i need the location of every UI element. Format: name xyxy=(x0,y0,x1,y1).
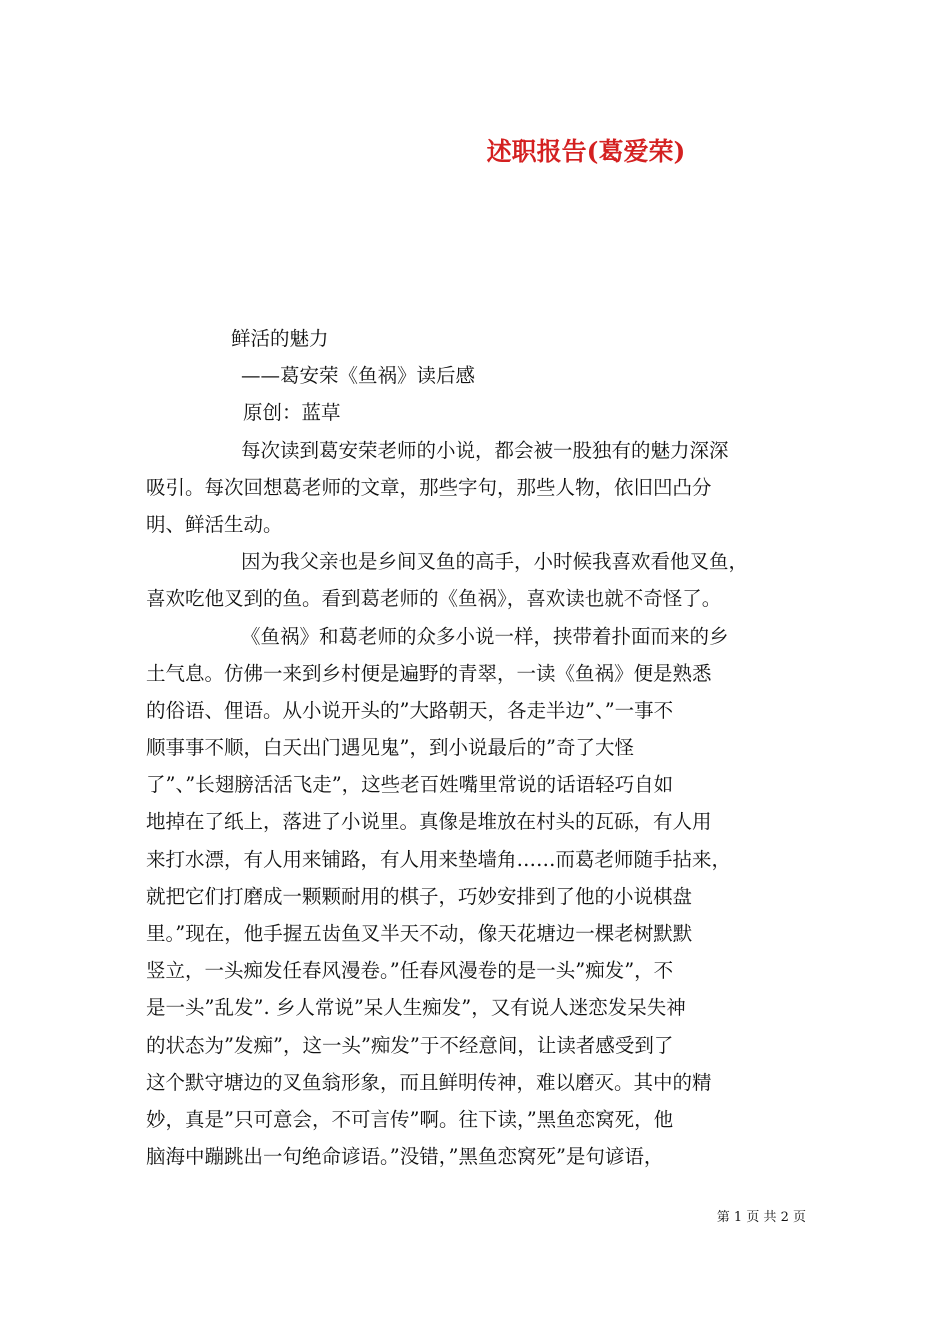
paragraph-line: 的俗语、俚语。从小说开头的”大路朝天，各走半边”、”一事不 xyxy=(146,698,674,722)
paragraph-line: 就把它们打磨成一颗颗耐用的棋子，巧妙安排到了他的小说棋盘 xyxy=(146,884,693,908)
paragraph-line: 里。”现在，他手握五齿鱼叉半天不动，像天花塘边一棵老树默默 xyxy=(146,922,693,945)
paragraph-line: 妙，真是”只可意会，不可言传”啊。往下读，”黑鱼恋窝死，他 xyxy=(146,1107,674,1131)
paragraph-line: 地掉在了纸上，落进了小说里。真像是堆放在村头的瓦砾，有人用 xyxy=(146,810,712,834)
paragraph-line: 因为我父亲也是乡间叉鱼的高手，小时候我喜欢看他叉鱼， xyxy=(241,550,749,574)
paragraph-line: 来打水漂，有人用来铺路，有人用来垫墙角……而葛老师随手拈来， xyxy=(146,847,732,871)
essay-subtitle: ——葛安荣《鱼祸》读后感 xyxy=(241,364,476,388)
paragraph-line: 吸引。每次回想葛老师的文章，那些字句，那些人物，依旧凹凸分 xyxy=(146,475,712,499)
page-number: 第 1 页 共 2 页 xyxy=(716,1210,806,1225)
paragraph-line: 是一头”乱发”. 乡人常说”呆人生痴发”，又有说人迷恋发呆失神 xyxy=(146,996,686,1020)
paragraph-line: 喜欢吃他叉到的鱼。看到葛老师的《鱼祸》，喜欢读也就不奇怪了。 xyxy=(146,587,722,611)
paragraph-line: 土气息。仿佛一来到乡村便是遍野的青翠，一读《鱼祸》便是熟悉 xyxy=(146,661,712,685)
paragraph-line: 脑海中蹦跳出一句绝命谚语。”没错，”黑鱼恋窝死”是句谚语， xyxy=(146,1145,664,1169)
paragraph-line: 了”、”长翅膀活活飞走”，这些老百姓嘴里常说的话语轻巧自如 xyxy=(146,773,674,797)
paragraph-line: 明、鲜活生动。 xyxy=(146,512,283,536)
paragraph-line: 每次读到葛安荣老师的小说，都会被一股独有的魅力深深 xyxy=(241,438,729,462)
document-body xyxy=(146,320,808,1175)
paragraph-line: 这个默守塘边的叉鱼翁形象，而且鲜明传神，难以磨灭。其中的精 xyxy=(146,1070,712,1094)
paragraph-line: 《鱼祸》和葛老师的众多小说一样，挟带着扑面而来的乡 xyxy=(241,624,729,648)
paragraph-line: 顺事事不顺，白天出门遇见鬼”，到小说最后的”奇了大怪 xyxy=(146,736,634,760)
essay-title: 鲜活的魅力 xyxy=(231,327,329,350)
paragraph-line: 的状态为”发痴”，这一头”痴发”于不经意间，让读者感受到了 xyxy=(146,1033,674,1057)
document-title: 述职报告(葛爱荣) xyxy=(486,137,686,166)
paragraph-line: 竖立，一头痴发任春风漫卷。”任春风漫卷的是一头”痴发”，不 xyxy=(146,959,674,983)
essay-author: 原创：蓝草 xyxy=(243,401,341,425)
